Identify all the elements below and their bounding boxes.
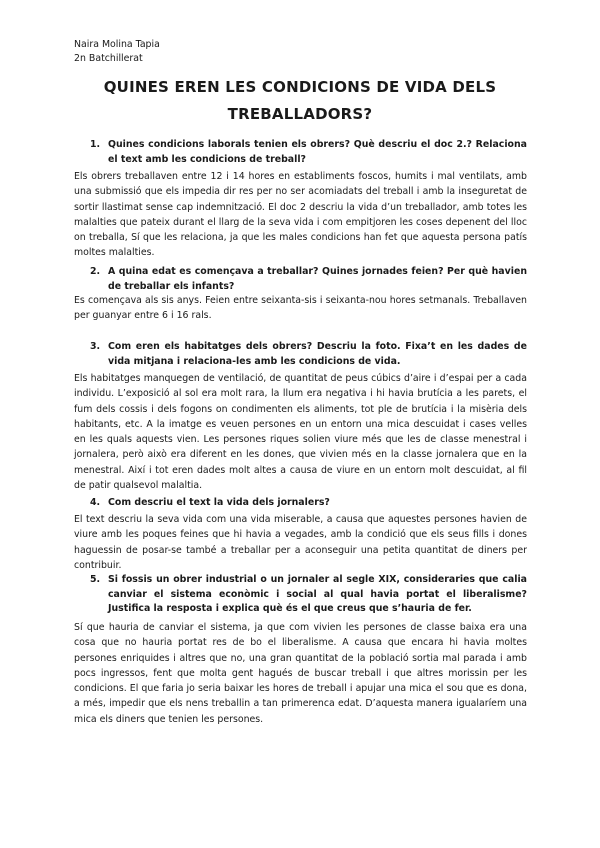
answer-1: Els obrers treballaven entre 12 i 14 hores en establiments foscos, humits i mal ventilats, amb una submissió que els impedia dir res per no ser acomiadats del treball i amb la inseguretat de sortir llastimat sense cap indemnització. El doc 2 descriu la vida d’un treballador, amb totes les malalties que pateix durant el llarg de la seva vida i com empitjoren les coses depenent del lloc on treballa, Sí que les relaciona, ja que les males condicions han fet que aquesta persona patís moltes malalties. — [74, 171, 527, 259]
question-text: A quina edat es començava a treballar? Quines jornades feien? Per què havien de treballar els infants? — [108, 266, 527, 292]
question-number: 5. — [90, 574, 101, 585]
question-text: Com eren els habitatges dels obrers? Descriu la foto. Fixa’t en les dades de vida mitjana i relaciona-les amb les condicions de vida. — [108, 341, 527, 367]
document-title: QUINES EREN LES CONDICIONS DE VIDA DELS TREBALLADORS? — [103, 78, 497, 123]
question-number: 2. — [90, 266, 101, 277]
question-2 — [90, 265, 527, 294]
course-label: 2n Batchillerat — [74, 53, 143, 64]
answer-4: El text descriu la seva vida com una vida miserable, a causa que aquestes persones havien de viure amb les poques feines que hi havia a vegades, amb la condició que els seus fills i dones haguessin de posar-se també a treballar per a aconseguir una petita quantitat de diners per contribuir. — [74, 514, 527, 571]
author-header — [74, 38, 160, 66]
question-3 — [90, 340, 527, 369]
question-text: Quines condicions laborals tenien els obrers? Què descriu el doc 2.? Relaciona el text amb les condicions de treball? — [108, 139, 527, 165]
answer-2: Es començava als sis anys. Feien entre seixanta-sis i seixanta-nou hores setmanals. Treballaven per guanyar entre 6 i 16 rals. — [74, 295, 527, 322]
question-text: Com descriu el text la vida dels jornalers? — [108, 497, 330, 508]
answer-5: Sí que hauria de canviar el sistema, ja que com vivien les persones de classe baixa era una cosa que no hauria portat res de bo el liberalisme. A causa que encara hi havia moltes persones enriquides i altres que no, una gran quantitat de la població sortia mal parada i amb pocs ingressos, fent que molta gent hagués de buscar treball i que altres morissin per les condicions. El que faria jo seria baixar les hores de treball i apujar una mica el sou que es dona, a més, impedir que els nens treballin a tan primerenca edat. D’aquesta manera igualaríem una mica els diners que tenien les persones. — [74, 622, 527, 725]
question-number: 1. — [90, 139, 101, 150]
question-1 — [90, 138, 527, 167]
question-4 — [90, 496, 527, 511]
question-5 — [90, 573, 527, 617]
answer-3: Els habitatges manquegen de ventilació, de quantitat de peus cúbics d’aire i d’espai per a cada individu. L’exposició al sol era molt rara, la llum era negativa i hi havia brutícia a les parets, el fum dels cossis i dels fogons on condimenten els aliments, tot ple de brutícia i la misèria dels habitants, etc. A la imatge es veuen persones en un entorn una mica descuidat i cases velles en les quals aquests vien. Les persones riques solien viure més que les de classe menestral i jornalera, però això era diferent en les dones, que vivien més en la classe jornalera que en la menestral. Així i tot eren dades molt altes a causa de viure en un entorn molt descuidat, al fil de patir qualsevol malaltia. — [74, 373, 527, 492]
question-text: Si fossis un obrer industrial o un jornaler al segle XIX, consideraries que calia canviar el sistema econòmic i social al qual havia portat el liberalisme? Justifica la resposta i explica què és el que creus que s’hauria de fer. — [108, 574, 527, 615]
question-number: 4. — [90, 497, 101, 508]
question-number: 3. — [90, 341, 101, 352]
author-name: Naira Molina Tapia — [74, 39, 160, 50]
